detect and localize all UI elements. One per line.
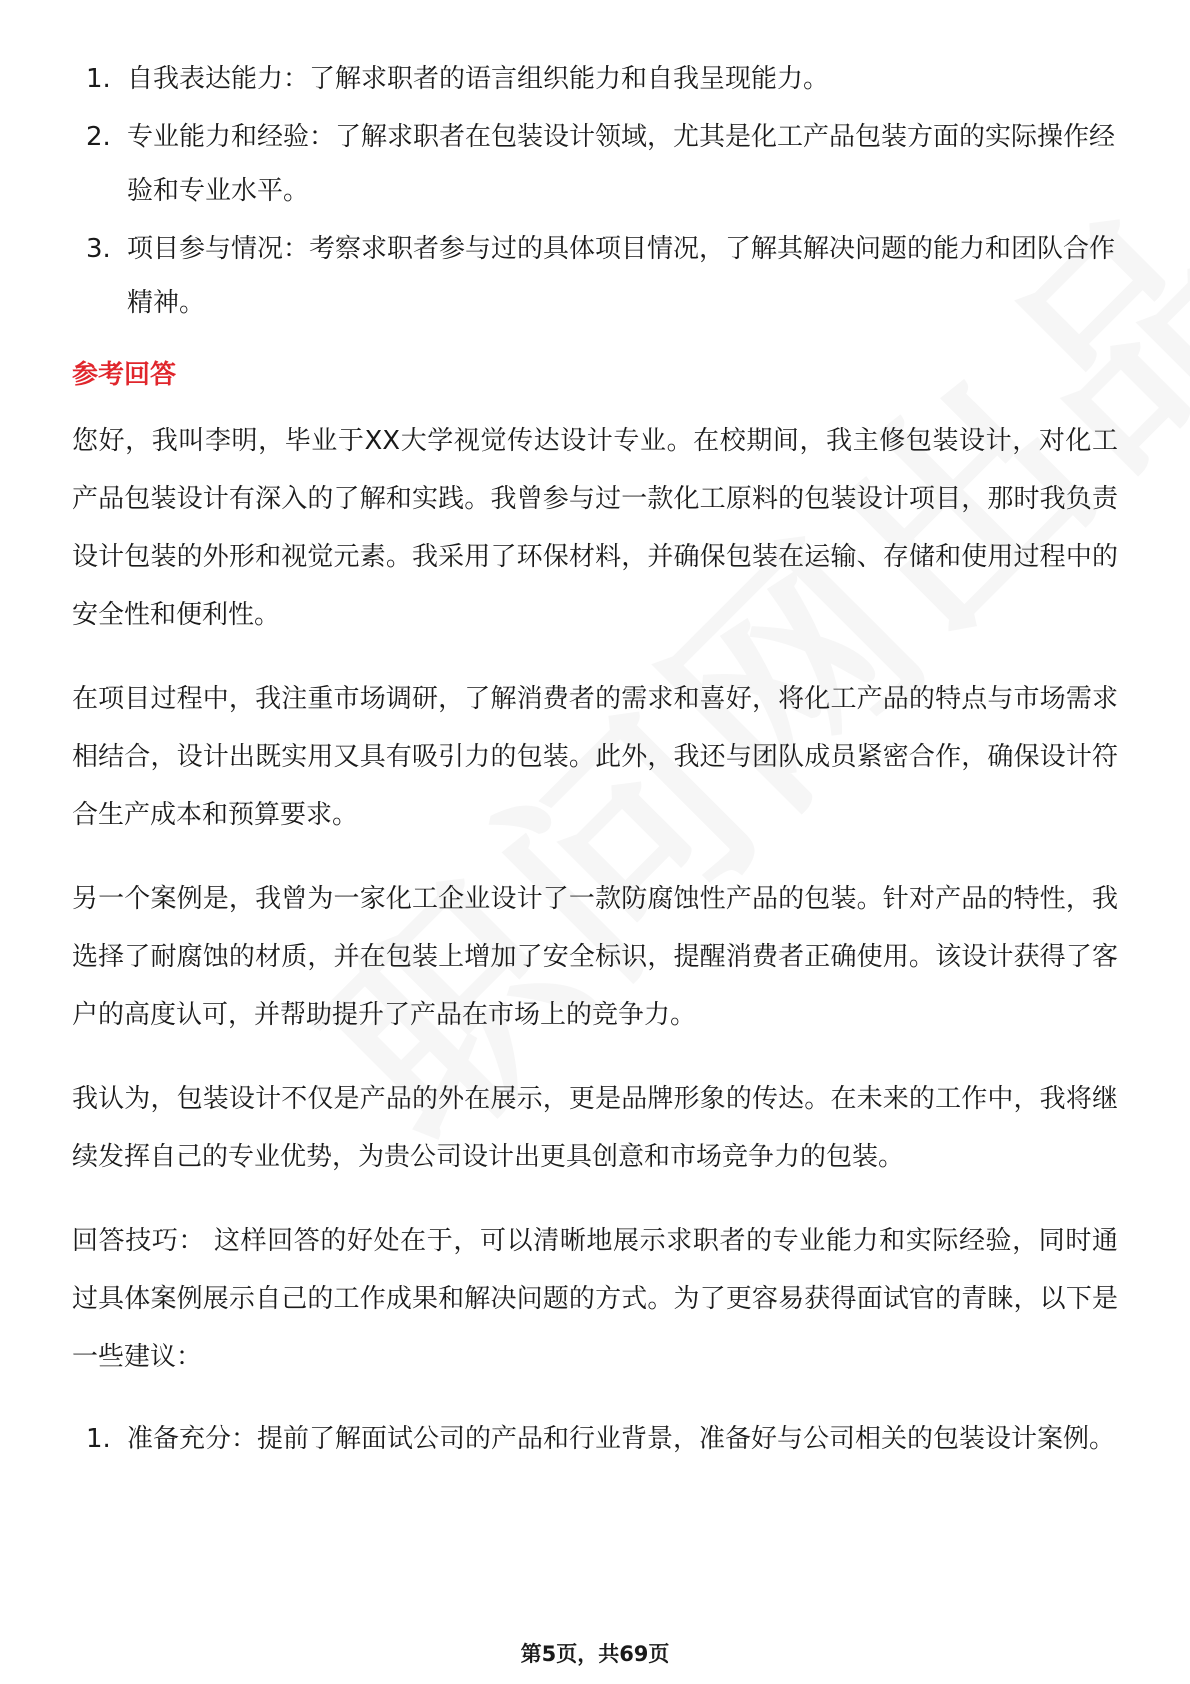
list-item bbox=[72, 222, 1118, 330]
answer-paragraph: 您好，我叫李明，毕业于XX大学视觉传达设计专业。在校期间，我主修包装设计，对化工产品包装设计有深入的了解和实践。我曾参与过一款化工原料的包装设计项目，那时我负责设计包装的外形和视觉元素。我采用了环保材料，并确保包装在运输、存储和使用过程中的安全性和便利性。 bbox=[72, 426, 1118, 630]
answer-paragraph: 我认为，包装设计不仅是产品的外在展示，更是品牌形象的传达。在未来的工作中，我将继续发挥自己的专业优势，为贵公司设计出更具创意和市场竞争力的包装。 bbox=[72, 1084, 1118, 1172]
list-item-text: 项目参与情况：考察求职者参与过的具体项目情况，了解其解决问题的能力和团队合作精神。 bbox=[127, 234, 1116, 318]
list-item-text: 准备充分：提前了解面试公司的产品和行业背景，准备好与公司相关的包装设计案例。 bbox=[127, 1424, 1116, 1454]
list-number: 2. bbox=[86, 122, 111, 152]
section-heading: 参考回答 bbox=[72, 360, 177, 390]
list-number: 1. bbox=[86, 64, 111, 94]
list-item bbox=[72, 52, 1118, 106]
list-item bbox=[72, 1412, 1118, 1466]
list-number: 3. bbox=[86, 234, 111, 264]
answer-paragraph: 在项目过程中，我注重市场调研，了解消费者的需求和喜好，将化工产品的特点与市场需求相结合，设计出既实用又具有吸引力的包装。此外，我还与团队成员紧密合作，确保设计符合生产成本和预算要求。 bbox=[72, 684, 1118, 830]
list-item-text: 自我表达能力：了解求职者的语言组织能力和自我呈现能力。 bbox=[127, 64, 830, 94]
page-content bbox=[72, 52, 1118, 1470]
list-item bbox=[72, 110, 1118, 218]
answer-paragraph: 另一个案例是，我曾为一家化工企业设计了一款防腐蚀性产品的包装。针对产品的特性，我选择了耐腐蚀的材质，并在包装上增加了安全标识，提醒消费者正确使用。该设计获得了客户的高度认可，并帮助提升了产品在市场上的竞争力。 bbox=[72, 884, 1118, 1030]
page-footer: 第5页，共69页 bbox=[520, 1642, 670, 1666]
suggestion-list bbox=[72, 1412, 1118, 1466]
list-item-text: 专业能力和经验：了解求职者在包装设计领域，尤其是化工产品包装方面的实际操作经验和专业水平。 bbox=[127, 122, 1116, 206]
criteria-list bbox=[72, 52, 1118, 330]
list-number: 1. bbox=[86, 1424, 111, 1454]
tips-paragraph: 回答技巧： 这样回答的好处在于，可以清晰地展示求职者的专业能力和实际经验，同时通过具体案例展示自己的工作成果和解决问题的方式。为了更容易获得面试官的青睐，以下是一些建议： bbox=[72, 1226, 1118, 1372]
